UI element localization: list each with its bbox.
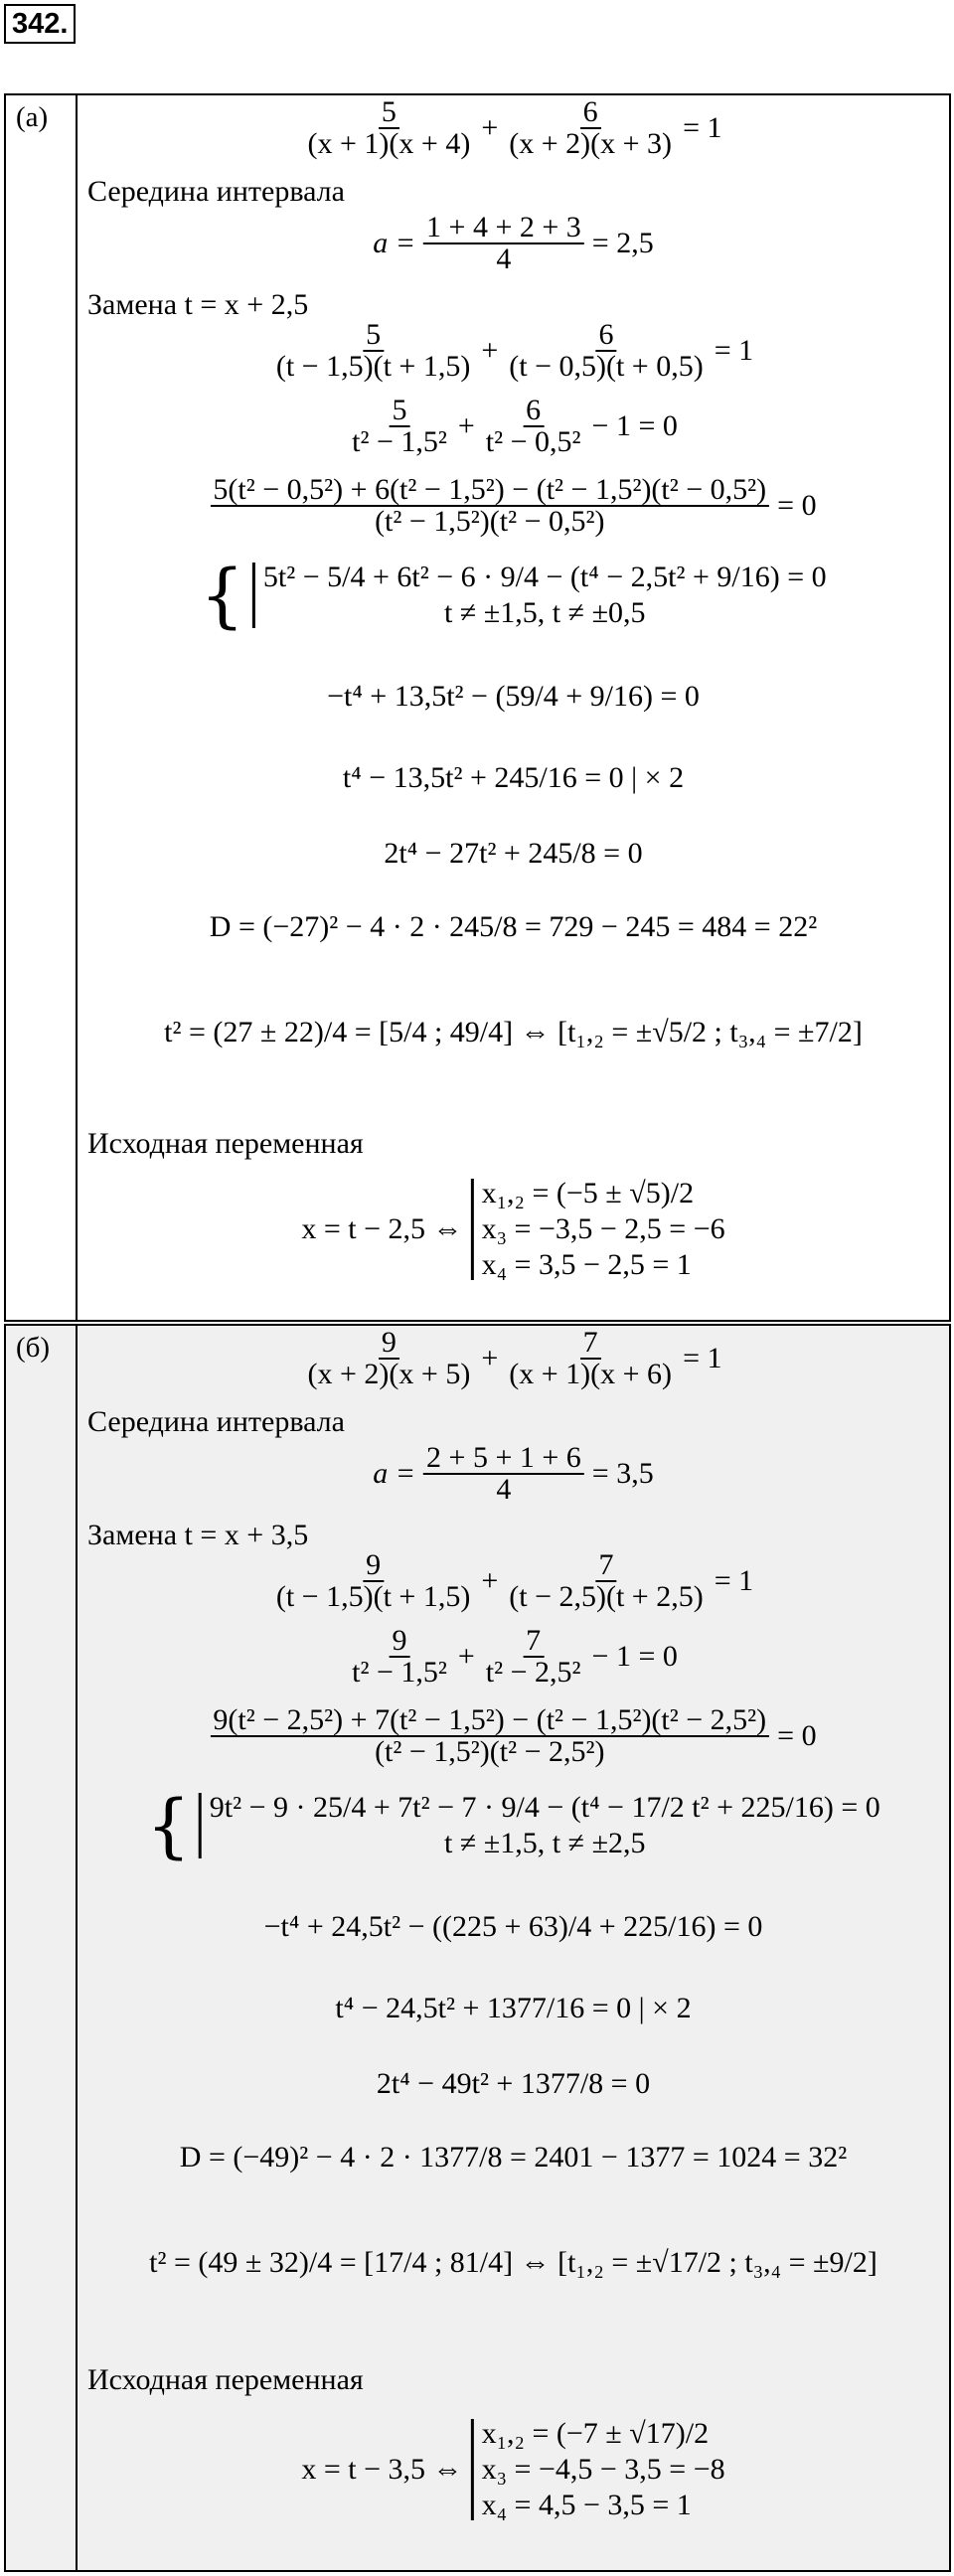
part-b — [4, 1324, 951, 2572]
system: { 5t² − 5/4 + 6t² − 6 · 9/4 − (t⁴ − 2,5t² + 9/16) = 0 t ≠ ±1,5, t ≠ ±0,5 — [200, 555, 827, 636]
equation-line: $\frac{9}{\text{t² − 1,5²}}$ + $\frac{7}{\text{t² − 2,5²}}$ − 1 = 0 — [352, 1624, 678, 1689]
part-a — [4, 93, 951, 1322]
part-body — [78, 95, 949, 1320]
problem-number: 342. — [4, 4, 76, 44]
equation-line: $\frac{9}{(x + 2)(x + 5)}$ + $\frac{7}{(x + 1)(x + 6)}$ = 1 — [307, 1326, 722, 1390]
equation-line: t² = (49 ± 32)/4 = [17/4 ; 81/4] ⇔ [t₁,₂ = ±√17/2 ; t₃,₄ = ±9/2] — [149, 2246, 877, 2279]
equation-line: 2t⁴ − 49t² + 1377/8 = 0 — [376, 2067, 651, 2100]
equation-line: D = (−27)² − 4 · 2 · 245/8 = 729 − 245 = 484 = 22² — [209, 910, 818, 943]
original-variable-label: Исходная переменная — [87, 2363, 364, 2396]
equation-line: $\frac{\text{5(t² − 0,5²) + 6(t² − 1,5²) − (t² − 1,5²)(t² − 0,5²)}}{\text{(t² − 1,5²)(t² − 0,5²)}}$ = 0 — [210, 475, 816, 537]
equation-line: t⁴ − 13,5t² + 245/16 = 0 | × 2 — [342, 761, 685, 794]
original-variable-label: Исходная переменная — [87, 1127, 364, 1160]
equation-line: −t⁴ + 24,5t² − ((225 + 63)/4 + 225/16) = 0 — [263, 1910, 763, 1943]
midpoint-label: Середина интервала — [87, 175, 345, 208]
equation-line: $\frac{5}{\text{t² − 1,5²}}$ + $\frac{6}{\text{t² − 0,5²}}$ − 1 = 0 — [352, 394, 678, 458]
part-label: (а) — [6, 95, 78, 1320]
part-body — [78, 1326, 949, 2570]
system: { 9t² − 9 · 25/4 + 7t² − 7 · 9/4 − (t⁴ − 17/2 t² + 225/16) = 0 t ≠ ±1,5, t ≠ ±2,5 — [146, 1785, 880, 1866]
equation-line: $\frac{5}{(t - 1,5)(t + 1,5)}$ + $\frac{6}{(t - 0,5)(t + 0,5)}$ = 1 — [275, 318, 754, 383]
equation-line: 2t⁴ − 27t² + 245/8 = 0 — [384, 837, 643, 870]
equation-line: t² = (27 ± 22)/4 = [5/4 ; 49/4] ⇔ [t₁,₂ = ±√5/2 ; t₃,₄ = ±7/2] — [164, 1016, 863, 1048]
equation-line: $\frac{5}{(x + 1)(x + 4)}$ + $\frac{6}{(x + 2)(x + 3)}$ = 1 — [307, 95, 722, 160]
part-label: (б) — [6, 1326, 78, 2570]
equation-line: D = (−49)² − 4 · 2 · 1377/8 = 2401 − 1377 = 1024 = 32² — [179, 2141, 848, 2174]
substitution-label: Замена t = x + 2,5 — [87, 288, 309, 321]
answer-system: x = t − 2,5 ⇔ x₁,₂ = (−5 ± √5)/2 x₃ = −3,5 − 2,5 = −6 x₄ = 3,5 − 2,5 = 1 — [301, 1177, 725, 1281]
equation-line: $\frac{9}{(t - 1,5)(t + 1,5)}$ + $\frac{7}{(t - 2,5)(t + 2,5)}$ = 1 — [275, 1548, 754, 1613]
midpoint-label: Середина интервала — [87, 1405, 345, 1438]
equation-line: t⁴ − 24,5t² + 1377/16 = 0 | × 2 — [335, 1992, 692, 2024]
equation-line: $\frac{\text{9(t² − 2,5²) + 7(t² − 1,5²) − (t² − 1,5²)(t² − 2,5²)}}{\text{(t² − 1,5²)(t² − 2,5²)}}$ = 0 — [210, 1705, 816, 1767]
equation-line: −t⁴ + 13,5t² − (59/4 + 9/16) = 0 — [327, 680, 700, 713]
answer-system: x = t − 3,5 ⇔ x₁,₂ = (−7 ± √17)/2 x₃ = −4,5 − 3,5 = −8 x₄ = 4,5 − 3,5 = 1 — [301, 2417, 725, 2521]
midpoint-equation: a = $\frac{2 + 5 + 1 + 6}{4}$ = 3,5 — [373, 1441, 654, 1506]
midpoint-equation: a = $\frac{1 + 4 + 2 + 3}{4}$ = 2,5 — [373, 211, 654, 275]
substitution-label: Замена t = x + 3,5 — [87, 1519, 309, 1551]
